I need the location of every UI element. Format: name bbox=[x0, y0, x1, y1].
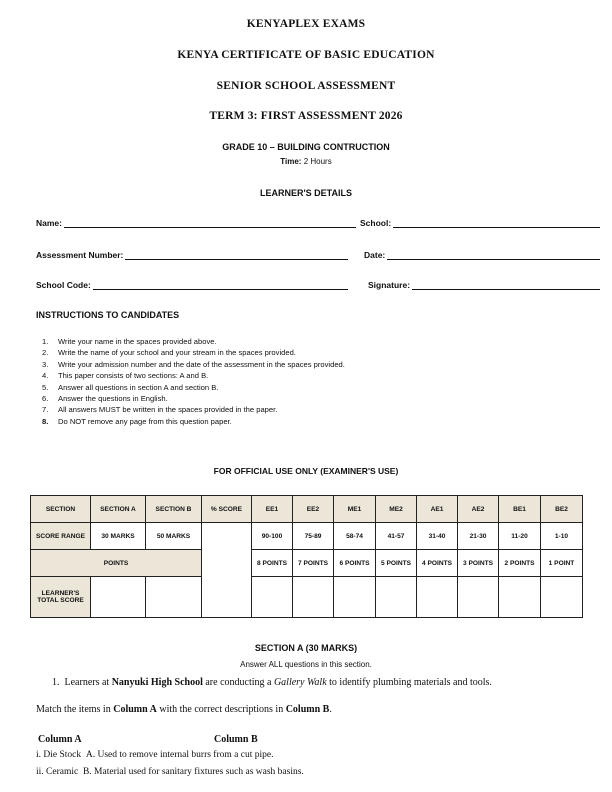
table-header-cell: BE1 bbox=[499, 496, 541, 523]
match-row bbox=[36, 750, 273, 760]
match-row bbox=[36, 767, 304, 777]
date-line[interactable] bbox=[387, 250, 600, 260]
range-cell: 31-40 bbox=[417, 523, 458, 550]
time-value: 2 Hours bbox=[303, 157, 332, 166]
school-line[interactable] bbox=[393, 218, 600, 228]
instruction-item: 4. This paper consists of two sections: A and B. bbox=[42, 371, 209, 381]
school-code-line[interactable] bbox=[93, 280, 348, 290]
header-row bbox=[31, 496, 583, 523]
instructions-title: INSTRUCTIONS TO CANDIDATES bbox=[36, 310, 180, 320]
section-a-marks: 30 MARKS bbox=[91, 523, 146, 550]
column-b-item: A. Used to remove internal burrs from a cut pipe. bbox=[85, 750, 274, 760]
grade-cell[interactable] bbox=[334, 577, 376, 618]
time-line bbox=[0, 157, 612, 166]
instruction-item: 8. Do NOT remove any page from this question paper. bbox=[42, 416, 232, 426]
score-range-row bbox=[31, 523, 583, 550]
instruction-item: 1. Write your name in the spaces provided above. bbox=[42, 337, 217, 346]
points-cell: 3 POINTS bbox=[458, 550, 499, 577]
term-title: TERM 3: FIRST ASSESSMENT 2026 bbox=[209, 110, 403, 122]
assessment-number-line[interactable] bbox=[125, 250, 348, 260]
table-header-cell: ME1 bbox=[334, 496, 376, 523]
points-cell: 5 POINTS bbox=[376, 550, 417, 577]
points-cell: 8 POINTS bbox=[252, 550, 293, 577]
table-header-cell: SECTION A bbox=[91, 496, 146, 523]
column-b-header: Column B bbox=[214, 734, 258, 745]
certificate-title: KENYA CERTIFICATE OF BASIC EDUCATION bbox=[177, 49, 435, 61]
assessment-number-field[interactable] bbox=[36, 250, 348, 260]
instruction-item: 2. Write the name of your school and your stream in the spaces provided. bbox=[42, 348, 296, 358]
instructions-list bbox=[42, 336, 562, 427]
section-b-marks: 50 MARKS bbox=[146, 523, 202, 550]
table-header-cell: AE1 bbox=[417, 496, 458, 523]
signature-line[interactable] bbox=[412, 280, 600, 290]
points-cell: 1 POINT bbox=[541, 550, 583, 577]
grade-cell[interactable] bbox=[541, 577, 583, 618]
points-cell: 2 POINTS bbox=[499, 550, 541, 577]
school-name: Nanyuki High School bbox=[111, 677, 203, 688]
range-cell: 41-57 bbox=[376, 523, 417, 550]
column-b-item: B. Material used for sanitary fixtures such as wash basins. bbox=[82, 767, 304, 777]
points-cell: 7 POINTS bbox=[293, 550, 334, 577]
signature-label: Signature: bbox=[368, 280, 411, 290]
name-line[interactable] bbox=[64, 218, 356, 228]
score-range-label: SCORE RANGE bbox=[31, 523, 91, 550]
activity-name: Gallery Walk bbox=[273, 677, 327, 688]
school-label: School: bbox=[360, 218, 392, 228]
grade-cell[interactable] bbox=[376, 577, 417, 618]
question-number: 1. bbox=[52, 677, 60, 688]
instruction-item: 7. All answers MUST be written in the spaces provided in the paper. bbox=[42, 405, 278, 415]
official-use-heading: FOR OFFICIAL USE ONLY (EXAMINER'S USE) bbox=[213, 466, 399, 476]
name-field[interactable] bbox=[36, 218, 356, 228]
table-header-cell: ME2 bbox=[376, 496, 417, 523]
learner-details-heading: LEARNER'S DETAILS bbox=[260, 188, 352, 198]
percent-score-cell[interactable] bbox=[202, 523, 252, 618]
table-header-cell: BE2 bbox=[541, 496, 583, 523]
range-cell: 90-100 bbox=[252, 523, 293, 550]
grade-cell[interactable] bbox=[499, 577, 541, 618]
question-1: 1. Learners at Nanyuki High School are conducting a Gallery Walk to identify plumbing materials and tools. bbox=[52, 677, 492, 688]
table-header-cell: EE1 bbox=[252, 496, 293, 523]
range-cell: 1-10 bbox=[541, 523, 583, 550]
score-table bbox=[30, 495, 583, 618]
table-header-cell: AE2 bbox=[458, 496, 499, 523]
table-header-cell: % SCORE bbox=[202, 496, 252, 523]
assessment-number-label: Assessment Number: bbox=[36, 250, 124, 260]
school-field[interactable] bbox=[360, 218, 600, 228]
points-label: POINTS bbox=[31, 550, 202, 577]
range-cell: 11-20 bbox=[499, 523, 541, 550]
column-a-header: Column A bbox=[38, 734, 82, 745]
section-a-title: SECTION A (30 MARKS) bbox=[254, 643, 358, 653]
instruction-item: 3. Write your admission number and the date of the assessment in the spaces provided. bbox=[42, 359, 345, 369]
grade-subject: GRADE 10 – BUILDING CONTRUCTION bbox=[222, 142, 390, 152]
grade-cell[interactable] bbox=[293, 577, 334, 618]
match-instruction: Match the items in Column A with the correct descriptions in Column B. bbox=[36, 704, 332, 715]
section-a-subtitle: Answer ALL questions in this section. bbox=[240, 660, 372, 669]
date-field[interactable] bbox=[364, 250, 600, 260]
date-label: Date: bbox=[364, 250, 386, 260]
total-score-row bbox=[31, 577, 583, 618]
grade-cell[interactable] bbox=[417, 577, 458, 618]
range-cell: 21-30 bbox=[458, 523, 499, 550]
section-b-score-cell[interactable] bbox=[146, 577, 202, 618]
points-cell: 4 POINTS bbox=[417, 550, 458, 577]
instruction-item: 6. Answer the questions in English. bbox=[42, 394, 168, 404]
range-cell: 75-89 bbox=[293, 523, 334, 550]
time-label: Time: bbox=[280, 157, 302, 166]
signature-field[interactable] bbox=[368, 280, 600, 290]
table-header-cell: EE2 bbox=[293, 496, 334, 523]
grade-cell[interactable] bbox=[252, 577, 293, 618]
instruction-item: 5. Answer all questions in section A and section B. bbox=[42, 382, 219, 392]
table-header-cell: SECTION bbox=[31, 496, 91, 523]
total-score-label: LEARNER'S TOTAL SCORE bbox=[31, 577, 91, 618]
table-header-cell: SECTION B bbox=[146, 496, 202, 523]
range-cell: 58-74 bbox=[334, 523, 376, 550]
column-a-item: i. Die Stock bbox=[36, 750, 82, 760]
exam-body-title: KENYAPLEX EXAMS bbox=[246, 18, 366, 30]
points-cell: 6 POINTS bbox=[334, 550, 376, 577]
name-label: Name: bbox=[36, 218, 62, 228]
school-code-label: School Code: bbox=[36, 280, 91, 290]
column-a-item: ii. Ceramic bbox=[36, 767, 79, 777]
school-code-field[interactable] bbox=[36, 280, 348, 290]
section-a-score-cell[interactable] bbox=[91, 577, 146, 618]
assessment-title: SENIOR SCHOOL ASSESSMENT bbox=[216, 80, 396, 92]
grade-cell[interactable] bbox=[458, 577, 499, 618]
points-row bbox=[31, 550, 583, 577]
